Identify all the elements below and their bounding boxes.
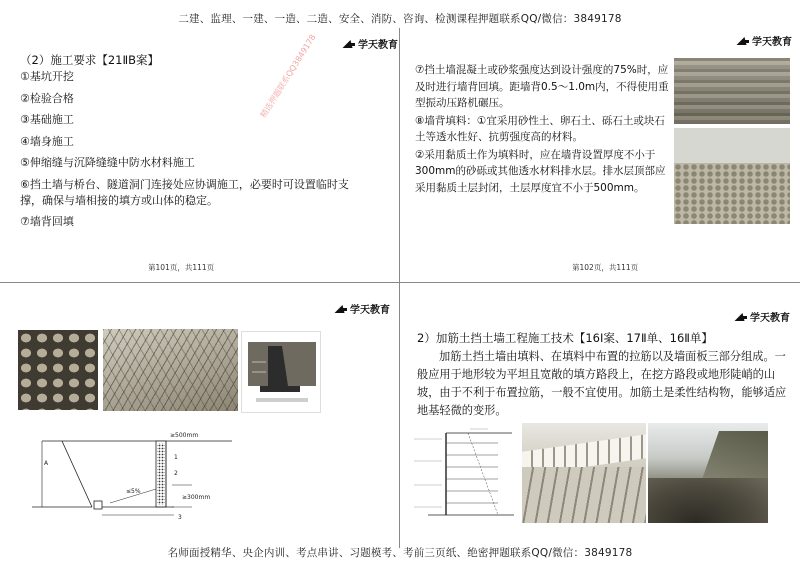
requirement-list (20, 69, 350, 236)
section-svg (32, 429, 232, 524)
top-banner: 二建、监理、一建、一造、二造、安全、消防、咨询、检测课程押题联系QQ/微信：3849178 (178, 13, 622, 25)
list-item: ⑤伸缩缝与沉降缝缝中防水材料施工 (20, 156, 195, 169)
callout-label: 2 (174, 470, 178, 477)
logo-mark-icon (336, 304, 347, 313)
retaining-wall-section-drawing (32, 429, 232, 524)
paragraph: ⑦挡土墙混凝土或砂浆强度达到设计强度的75%时，应及时进行墙背回填。距墙背0.5～1.0m内，不得使用重型振动压路机碾压。 (415, 64, 669, 109)
slide-102 (400, 28, 800, 282)
list-item: ⑥挡土墙与桥台、隧道洞门连接处应协调施工，必要时可设置临时支撑，确保与墙相接的填方或山体的稳定。 (20, 177, 349, 207)
slope-mesh-photo (103, 329, 238, 411)
mesh-pattern (103, 329, 238, 411)
section-body: 加筋土挡土墙由填料、在填料中布置的拉筋以及墙面板三部分组成。一般应用于地形较为平坦且宽敞的填方路段上，在挖方路段或地形陡峭的山坡，由于不利于布置拉筋，一般不宜使用。加筋土是柔性结构物，能够适应地基轻微的变形。 (417, 350, 787, 417)
dimension-label: ≥300mm (182, 494, 211, 501)
photo-stones (674, 163, 790, 224)
watermark: 精选押题联系QQ3849178 (258, 32, 318, 120)
reinforced-wall-photo (522, 423, 646, 523)
list-item: ①基坑开挖 (20, 70, 74, 83)
slide-101 (0, 28, 400, 282)
dimension-label: A (44, 460, 49, 467)
photo-sky (674, 128, 790, 163)
page-number: 第102页，共111页 (572, 263, 639, 272)
callout-label: 3 (178, 514, 182, 521)
bottom-banner: 名师面授精华、央企内训、考点串讲、习题模考、考前三页纸、绝密押题联系QQ/微信：3849178 (167, 547, 633, 559)
dimension-label: ≥500mm (170, 432, 199, 439)
rubble-stone-photo (18, 330, 98, 410)
section-heading: （2）施工要求【21ⅡB案】 (20, 53, 159, 67)
wall-schematic-drawing (242, 332, 321, 413)
list-item: ⑦墙背回填 (20, 215, 74, 228)
paragraph: ⑧墙背填料：①宜采用砂性土、卵石土、砾石土或块石土等透水性好、抗剪强度高的材料。 (415, 114, 665, 143)
wall-schematic (241, 331, 321, 413)
paragraph: ②采用黏质土作为填料时，应在墙背设置厚度不小于300mm的砂砾或其他透水材料排水层。排水层顶部应采用黏质土层封闭，土层厚度宜不小于500mm。 (415, 148, 666, 194)
earth-fill-photo (648, 423, 768, 523)
slide-103 (0, 283, 400, 537)
retaining-wall-photo (674, 58, 790, 124)
brand-logo (736, 309, 790, 324)
brand-logo (344, 36, 398, 51)
backfill-text (415, 62, 670, 197)
logo-text: 学天教育 (752, 37, 792, 48)
slope-label: ≤5% (126, 488, 141, 495)
reinforced-wall-diagram (408, 423, 518, 523)
list-item: ③基础施工 (20, 113, 74, 126)
page-number: 第101页，共111页 (148, 263, 215, 272)
logo-mark-icon (736, 312, 747, 321)
list-item: ④墙身施工 (20, 134, 74, 148)
brand-logo (336, 301, 390, 316)
list-item: ②检验合格 (20, 91, 74, 105)
logo-mark-icon (344, 39, 355, 48)
slide-104 (400, 283, 800, 537)
photo-deck (522, 467, 646, 523)
logo-mark-icon (738, 36, 749, 45)
stone-wall-photo (674, 128, 790, 224)
logo-text: 学天教育 (750, 313, 790, 324)
reinforced-wall-svg (408, 423, 518, 523)
photo-soil-pile (648, 478, 768, 523)
logo-text: 学天教育 (358, 40, 398, 51)
stone-pattern (18, 330, 98, 410)
logo-text: 学天教育 (350, 305, 390, 316)
callout-label: 1 (174, 454, 178, 461)
brand-logo (738, 33, 792, 48)
section-title: 2）加筋土挡土墙工程施工技术【16Ⅰ案、17Ⅱ单、16Ⅱ单】 (417, 331, 713, 345)
